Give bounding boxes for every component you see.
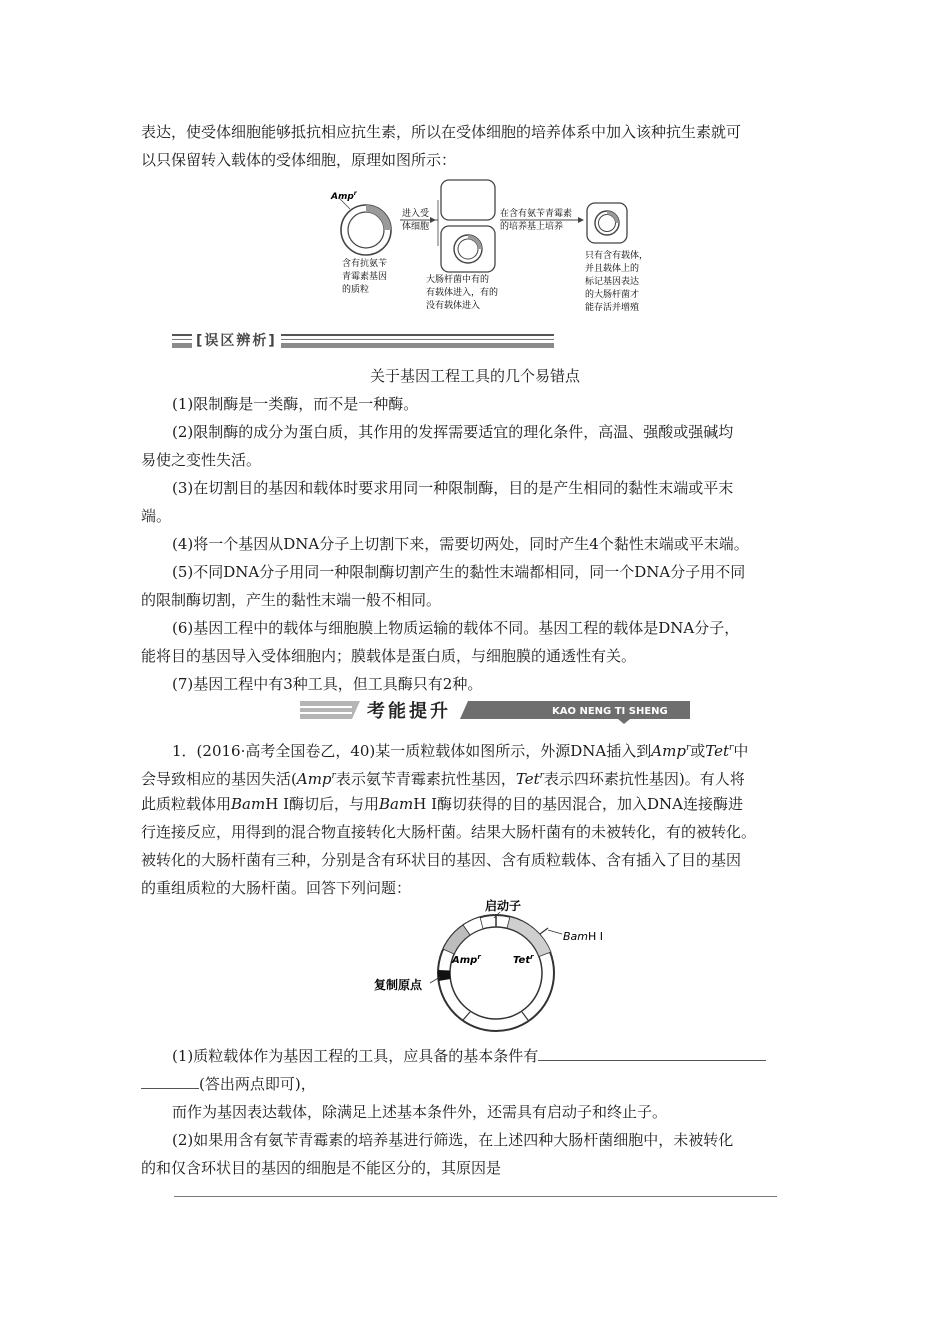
answer-1-line-1: [172, 1042, 852, 1070]
ability-banner-title: 考能提升: [367, 701, 451, 722]
intro-line-2: 以只保留转入载体的受体细胞，原理如图所示：: [141, 151, 457, 169]
tet-map-label: Tet$^r$: [513, 953, 534, 966]
amp-sup: r: [685, 743, 691, 753]
arrow1-label-1: 进入受: [402, 209, 430, 219]
amp-gene: Amp: [651, 742, 686, 760]
ability-banner-subtitle: KAO NENG TI SHENG: [552, 706, 668, 717]
misconception-item-1: (1)限制酶是一类酶，而不是一种酶。: [172, 395, 419, 413]
misconception-item-2-cont: 易使之变性失活。: [141, 451, 262, 469]
arrow2-label-1: 在含有氨苄青霉素: [500, 209, 573, 219]
q1-text-b: 会导致相应的基因失活(: [141, 770, 297, 788]
question1-line-1: [172, 734, 852, 765]
promoter-label: 启动子: [485, 899, 522, 913]
result-caption-4: 的大肠杆菌才: [585, 290, 640, 300]
tet-sup: r: [729, 743, 734, 753]
cell-with-plasmid: [441, 226, 495, 272]
q1-text-f: 酶切后，与用: [289, 795, 380, 813]
result-caption-3: 标记基因表达: [585, 277, 640, 287]
answer-1-hint: (答出两点即可)，: [199, 1075, 316, 1093]
misconception-banner: [172, 330, 554, 354]
misconception-item-5-cont: 的限制酶切割，产生的黏性末端一般不相同。: [141, 591, 442, 609]
arrow2-label-2: 的培养基上培养: [500, 222, 564, 232]
misconception-item-3: (3)在切割目的基因和载体时要求用同一种限制酶，目的是产生相同的黏性末端或平末: [172, 479, 734, 497]
plasmid-label: Amp$^r$: [331, 190, 357, 202]
question1-line-5: 被转化的大肠杆菌有三种，分别是含有环状目的基因、含有质粒载体、含有插入了目的基因: [141, 851, 742, 869]
arrow1-label-2: 体细胞: [402, 222, 430, 232]
tet-sup-2: r: [539, 771, 544, 781]
answer-2-blank[interactable]: [174, 1196, 777, 1197]
q1-zhong: 中: [733, 742, 749, 760]
question1-line-4: 行连接反应，用得到的混合物直接转化大肠杆菌。结果大肠杆菌有的未被转化，有的被转化。: [141, 823, 757, 841]
q1-text-c: 表示氨苄青霉素抗性基因，: [335, 770, 516, 788]
surviving-cell: [587, 203, 627, 243]
bamh-1b: H Ⅰ: [265, 795, 289, 813]
result-caption-1: 只有含有载体，: [585, 251, 649, 261]
cell-without-plasmid: [441, 180, 495, 220]
question1-line-2: [141, 762, 821, 793]
q1-or: 或: [690, 742, 706, 760]
misconception-item-6: (6)基因工程中的载体与细胞膜上物质运输的载体不同。基因工程的载体是DNA分子，: [172, 619, 740, 637]
misconception-title: 关于基因工程工具的几个易错点: [369, 367, 580, 385]
misconception-item-3-cont: 端。: [141, 507, 172, 525]
misconception-item-7: (7)基因工程中有3种工具，但工具酶只有2种。: [172, 675, 483, 693]
q1-text-a: 1．(2016·高考全国卷乙，40)某一质粒载体如图所示，外源DNA插入到: [172, 742, 652, 760]
result-caption-2: 并且载体上的: [585, 264, 640, 274]
q1-text-e: 此质粒载体用: [141, 795, 232, 813]
misconception-item-6-cont: 能将目的基因导入受体细胞内；膜载体是蛋白质，与细胞膜的通透性有关。: [141, 647, 637, 665]
misconception-item-4: (4)将一个基因从DNA分子上切割下来，需要切两处，同时产生4个黏性末端或平末端。: [172, 535, 749, 553]
ori-label: 复制原点: [374, 978, 423, 992]
q1-text-g: 酶切获得的目的基因混合，加入DNA连接酶进: [437, 795, 743, 813]
question1-line-3: [141, 790, 821, 818]
result-caption-5: 能存活并增殖: [585, 303, 640, 313]
plasmid-caption-1: 含有抗氨苄: [342, 259, 388, 269]
ability-banner: [300, 698, 690, 724]
answer-2-line-2: 的和仅含环状目的基因的细胞是不能区分的，其原因是: [141, 1159, 502, 1177]
plasmid-icon: [341, 205, 391, 255]
middle-caption-3: 没有载体进入: [426, 301, 481, 311]
bamh-1: Bam: [231, 795, 266, 813]
answer-1-text: (1)质粒载体作为基因工程的工具，应具备的基本条件有: [172, 1047, 539, 1065]
answer-1-blank-2[interactable]: [141, 1072, 199, 1089]
amp-map-label: Amp$^r$: [452, 953, 481, 966]
question1-line-6: 的重组质粒的大肠杆菌。回答下列问题：: [141, 879, 412, 897]
misconception-item-2: (2)限制酶的成分为蛋白质，其作用的发挥需要适宜的理化条件，高温、强酸或强碱均: [172, 423, 734, 441]
misconception-badge: [误区辨析]: [192, 330, 281, 352]
amp-gene-2: Amp: [296, 770, 332, 788]
bamh-2b: H Ⅰ: [413, 795, 437, 813]
figure-selection-diagram: [320, 178, 650, 328]
answer-1-line-3: 而作为基因表达载体，除满足上述基本条件外，还需具有启动子和终止子。: [172, 1103, 668, 1121]
bamh-2: Bam: [379, 795, 414, 813]
plasmid-caption-2: 青霉素基因: [342, 272, 388, 282]
tet-gene: Tet: [705, 742, 730, 760]
answer-1-line-2: [141, 1070, 821, 1098]
middle-caption-2: 有载体进入，有的: [426, 288, 499, 298]
middle-caption-1: 大肠杆菌中有的: [426, 275, 490, 285]
misconception-item-5: (5)不同DNA分子用同一种限制酶切割产生的黏性末端都相同，同一个DNA分子用不同: [172, 563, 746, 581]
figure-plasmid-map: [370, 896, 610, 1040]
tet-gene-2: Tet: [515, 770, 540, 788]
answer-1-blank[interactable]: [538, 1044, 766, 1061]
answer-2-line-1: (2)如果用含有氨苄青霉素的培养基进行筛选，在上述四种大肠杆菌细胞中，未被转化: [172, 1131, 734, 1149]
amp-sup-2: r: [331, 771, 336, 781]
intro-line-1: 表达，使受体细胞能够抵抗相应抗生素，所以在受体细胞的培养体系中加入该种抗生素就可: [141, 123, 742, 141]
q1-text-d: 表示四环素抗性基因)。有人将: [543, 770, 745, 788]
bamh-site-label: BamH Ⅰ: [563, 930, 604, 943]
plasmid-caption-3: 的质粒: [342, 285, 370, 295]
